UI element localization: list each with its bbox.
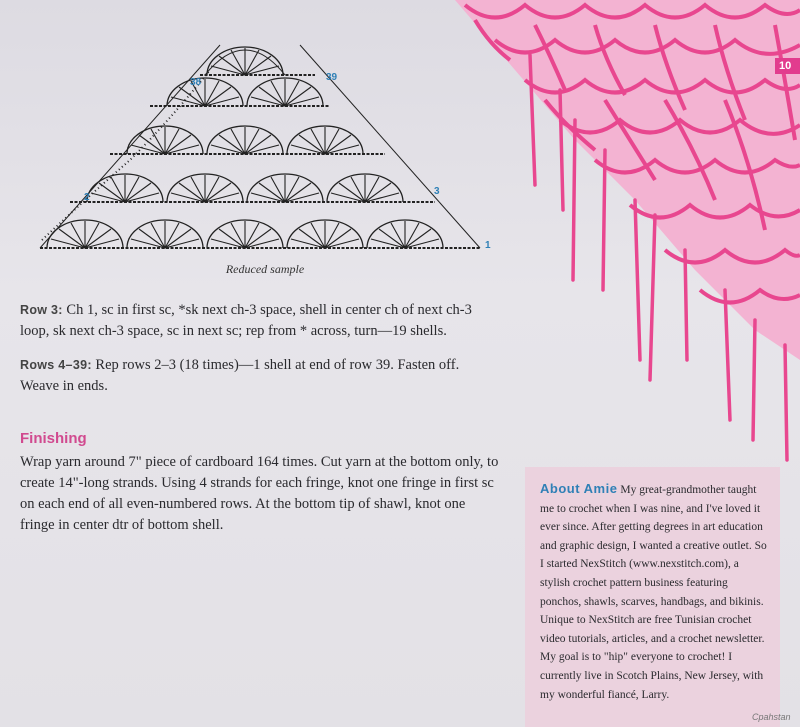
pink-shawl-photo — [455, 0, 800, 470]
row-3-instructions — [20, 300, 500, 342]
watermark: Cpahstan — [752, 712, 791, 722]
rows-4-39-text: Rep rows 2–3 (18 times)—1 shell at end of row 39. Fasten off. Weave in ends. — [20, 357, 460, 394]
about-heading: About Amie — [540, 481, 618, 496]
row-3-label: Row 3: — [20, 303, 63, 317]
row-label-39: 39 — [326, 72, 338, 83]
crochet-chart-diagram — [30, 30, 500, 260]
row-3-text: Ch 1, sc in first sc, *sk next ch-3 space, shell in center ch of next ch-3 loop, sk next ch-3 space, sc in next sc; rep from * across, turn—19 shells. — [20, 302, 472, 339]
finishing-heading: Finishing — [20, 430, 87, 447]
about-body: My great-grandmother taught me to crochet when I was nine, and I've loved it ever since. After getting degrees in art education and graphic design, I wanted a creative outlet. So I started NexStitch (www.nexstitch.com), a stylish crochet pattern business featuring ponchos, shawls, scarves, handbags, and bikinis. Unique to NexStitch are free Tunisian crochet video tutorials, articles, and a crochet newsletter. My goal is to "hip" everyone to crochet! I currently live in Scotch Plains, New Jersey, with my wonderful fiancé, Larry. — [540, 484, 767, 701]
rows-4-39-instructions — [20, 355, 500, 397]
page-number: 10 — [775, 58, 800, 74]
rows-4-39-label: Rows 4–39: — [20, 358, 92, 372]
row-label-3: 3 — [434, 186, 440, 197]
row-label-2: 2 — [84, 192, 90, 203]
finishing-text: Wrap yarn around 7" piece of cardboard 164 times. Cut yarn at the bottom only, to create 14"-long strands. Using 4 strands for each fringe, knot one fringe in first sc on each end of all even-numbered rows. At the bottom tip of shawl, knot one fringe in center dtr of bottom shell. — [20, 454, 499, 533]
row-label-38: 38 — [190, 77, 202, 88]
about-text-block — [540, 480, 770, 704]
row-label-1: 1 — [485, 240, 491, 251]
diagram-caption: Reduced sample — [225, 262, 305, 276]
